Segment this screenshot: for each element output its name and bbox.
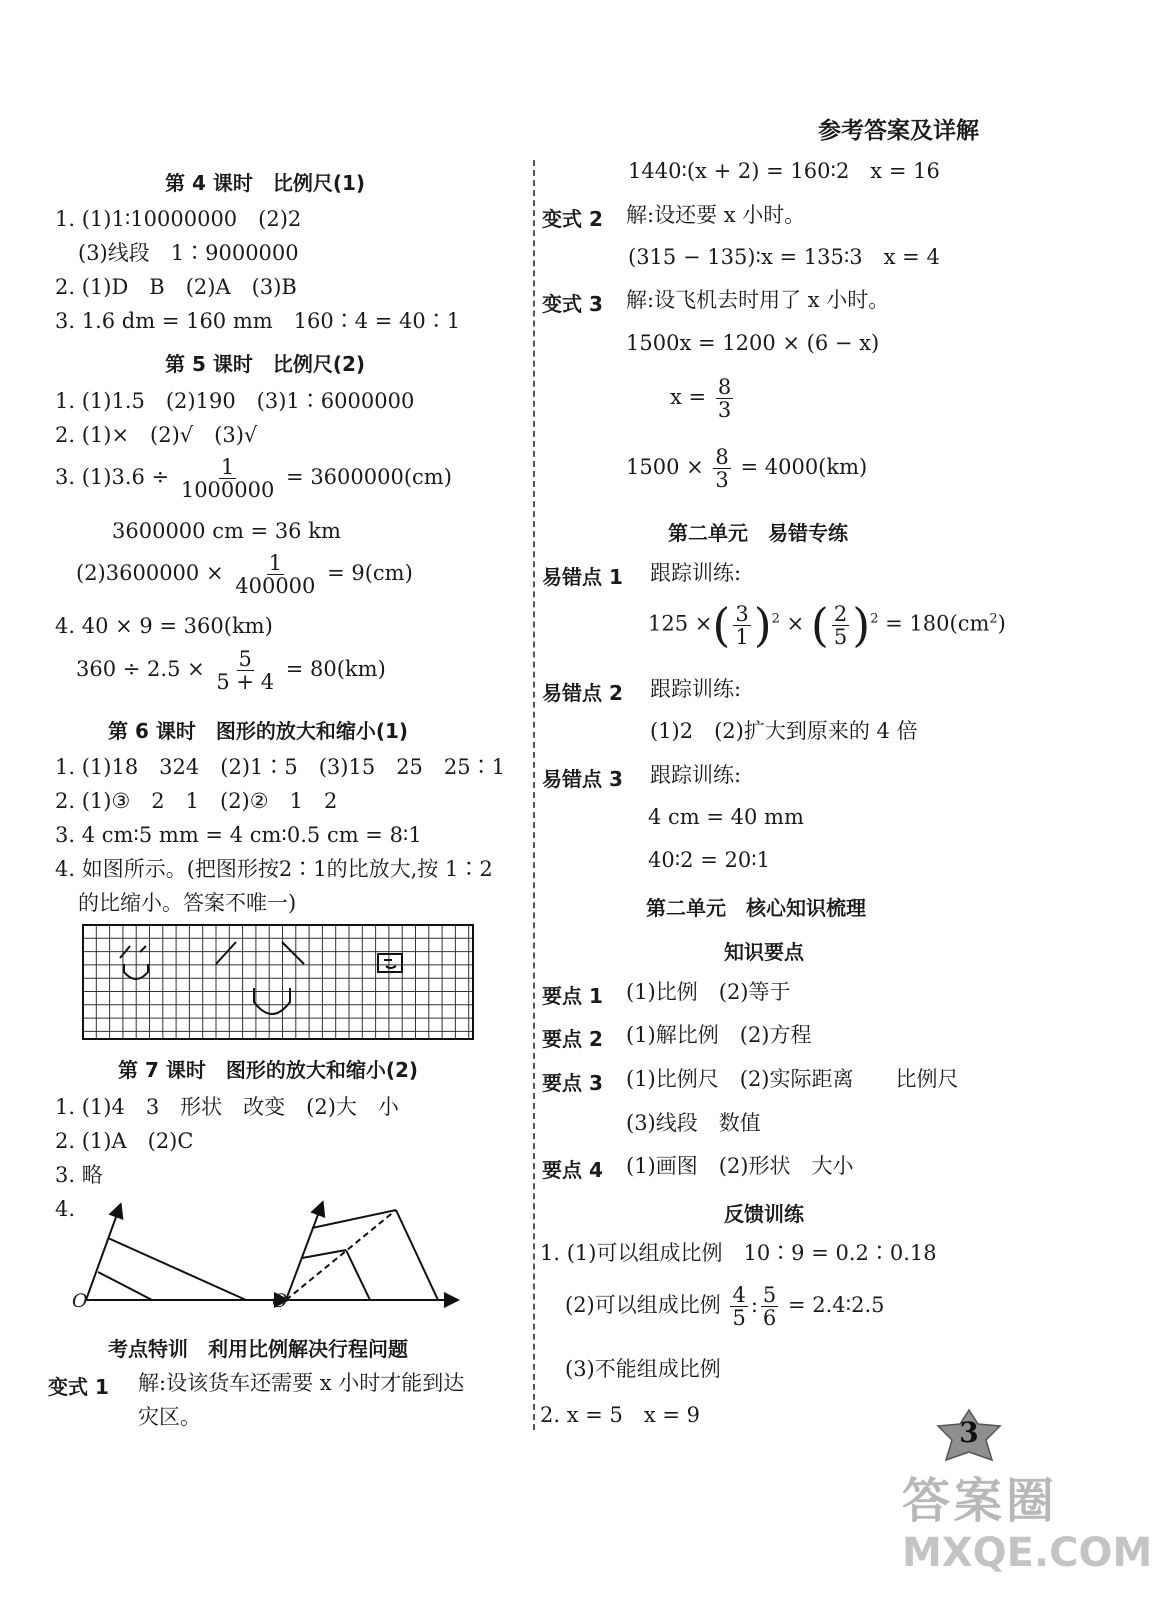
origin-label: O xyxy=(272,1290,288,1312)
point-label: 易错点 1 xyxy=(542,565,623,589)
point-label: 要点 1 xyxy=(542,984,603,1008)
answer-line: 4. xyxy=(55,1197,76,1221)
fraction: $\frac{3}{1}$ xyxy=(735,601,749,649)
section-title-lesson6: 第 6 课时 图形的放大和缩小(1) xyxy=(108,719,409,743)
answer-line: (315 − 135)∶x = 135∶3 x = 4 xyxy=(628,245,940,269)
answer-line: 1440∶(x + 2) = 160∶2 x = 16 xyxy=(628,159,940,183)
answer-line: 4 cm = 40 mm xyxy=(648,805,804,829)
section-title-lesson5: 第 5 课时 比例尺(2) xyxy=(165,352,366,376)
answer-line: 的比缩小。答案不唯一) xyxy=(78,891,297,915)
column-divider xyxy=(533,160,535,1430)
fraction: $\frac{1}{400000}$ xyxy=(235,551,316,598)
answer-line: 1. (1)可以组成比例 10∶9 = 0.2∶0.18 xyxy=(540,1241,937,1265)
answer-line: (1)解比例 (2)方程 xyxy=(626,1023,812,1047)
section-title-kaodian: 考点特训 利用比例解决行程问题 xyxy=(108,1337,408,1361)
answer-line: 2. (1)③ 2 1 (2)② 1 2 xyxy=(55,789,338,813)
answer-line: 1. (1)4 3 形状 改变 (2)大 小 xyxy=(55,1095,399,1119)
angle-figures xyxy=(60,1196,470,1320)
answer-line: 跟踪训练: xyxy=(650,561,742,585)
watermark-logo: 答案圈 xyxy=(902,1473,1059,1529)
page-number: 3 xyxy=(959,1416,979,1449)
answer-line: 3600000 cm = 36 km xyxy=(112,519,341,543)
origin-label: O xyxy=(72,1290,88,1312)
answer-line: 1. (1)1.5 (2)190 (3)1∶6000000 xyxy=(55,389,415,413)
fraction: $\frac{1}{1000000}$ xyxy=(180,455,275,502)
point-label: 要点 3 xyxy=(542,1071,603,1095)
answer-line: (1)画图 (2)形状 大小 xyxy=(626,1154,854,1178)
point-label: 要点 4 xyxy=(542,1158,603,1182)
section-title-lesson7: 第 7 课时 图形的放大和缩小(2) xyxy=(118,1058,419,1082)
variant-label: 变式 3 xyxy=(542,292,603,316)
fraction: $\frac{8}{3}$ xyxy=(715,445,729,492)
answer-line: (3)线段 1∶9000000 xyxy=(78,241,299,265)
answer-line: 解:设该货车还需要 x 小时才能到达 xyxy=(138,1371,465,1395)
answer-line: 解:设飞机去时用了 x 小时。 xyxy=(626,288,890,312)
section-title-yicuo: 第二单元 易错专练 xyxy=(668,521,848,545)
answer-line-fraction: (2)3600000 × $\frac{1}{400000}$ = 9(cm) xyxy=(76,551,413,598)
variant-label: 变式 2 xyxy=(542,207,603,231)
answer-line: (1)比例尺 (2)实际距离 比例尺 xyxy=(626,1067,959,1091)
answer-line: (3)不能组成比例 xyxy=(565,1357,721,1381)
answer-line: (1)2 (2)扩大到原来的 4 倍 xyxy=(650,719,918,743)
answer-line: 1500x = 1200 × (6 − x) xyxy=(626,331,880,355)
answer-line: 3. 4 cm∶5 mm = 4 cm∶0.5 cm = 8∶1 xyxy=(55,823,422,847)
answer-line-fraction: 125 ×( $\frac{3}{1}$ )$^2$ × ( $\frac{2}{5}$ )$^2 = 180(cm^2)$ xyxy=(648,598,1006,652)
fraction: $\frac{5}{5 + 4}$ xyxy=(216,647,275,694)
point-label: 易错点 2 xyxy=(542,681,623,705)
point-label: 要点 2 xyxy=(542,1027,603,1051)
variant-label: 变式 1 xyxy=(48,1375,109,1399)
answer-line: 4. 如图所示。(把图形按2∶1的比放大,按 1∶2 xyxy=(55,857,493,881)
answer-line: 3. 1.6 dm = 160 mm 160∶4 = 40∶1 xyxy=(55,309,461,333)
page-header-title: 参考答案及详解 xyxy=(818,118,979,144)
answer-line: 跟踪训练: xyxy=(650,763,742,787)
grid-figure xyxy=(82,924,474,1040)
answer-line: 4. 40 × 9 = 360(km) xyxy=(55,614,273,638)
subsection-title: 反馈训练 xyxy=(724,1202,804,1226)
fraction: $\frac{8}{3}$ xyxy=(717,375,732,422)
answer-line-fraction: 1500 × $\frac{8}{3}$ = 4000(km) xyxy=(626,445,868,492)
answer-line: 40∶2 = 20∶1 xyxy=(648,848,771,872)
watermark-url: MXQE.COM xyxy=(902,1530,1152,1576)
answer-line: 2. (1)D B (2)A (3)B xyxy=(55,275,297,299)
fraction: $\frac{4}{5}$ xyxy=(732,1283,746,1330)
answer-line: 跟踪训练: xyxy=(650,677,742,701)
answer-line: (1)比例 (2)等于 xyxy=(626,980,791,1004)
section-title-hexin: 第二单元 核心知识梳理 xyxy=(646,896,866,920)
answer-line-fraction: 3. (1)3.6 ÷ $\frac{1}{1000000}$ = 3600000(cm) xyxy=(55,455,452,502)
answer-line: 2. (1)A (2)C xyxy=(55,1129,194,1153)
section-title-lesson4: 第 4 课时 比例尺(1) xyxy=(165,171,366,195)
answer-line: 灾区。 xyxy=(138,1405,201,1429)
page-number-badge xyxy=(934,1408,1004,1464)
answer-line: 2. (1)× (2)√ (3)√ xyxy=(55,423,258,447)
answer-line-fraction: (2)可以组成比例 $\frac{4}{5}$ : $\frac{5}{6}$ = 2.4∶2.5 xyxy=(565,1283,885,1330)
fraction: $\frac{5}{6}$ xyxy=(762,1283,777,1330)
answer-line: 1. (1)18 324 (2)1∶5 (3)15 25 25∶1 xyxy=(55,755,506,779)
answer-line-fraction: x = $\frac{8}{3}$ xyxy=(670,375,732,422)
answer-line: (3)线段 数值 xyxy=(626,1111,761,1135)
subsection-title: 知识要点 xyxy=(724,940,804,964)
answer-line: 3. 略 xyxy=(55,1163,103,1187)
fraction: $\frac{2}{5}$ xyxy=(833,601,848,649)
answer-line: 解:设还要 x 小时。 xyxy=(626,203,806,227)
answer-line: 1. (1)1∶10000000 (2)2 xyxy=(55,207,302,231)
answer-line: 2. x = 5 x = 9 xyxy=(540,1403,701,1427)
point-label: 易错点 3 xyxy=(542,767,623,791)
answer-line-fraction: 360 ÷ 2.5 × $\frac{5}{5 + 4}$ = 80(km) xyxy=(76,647,386,694)
